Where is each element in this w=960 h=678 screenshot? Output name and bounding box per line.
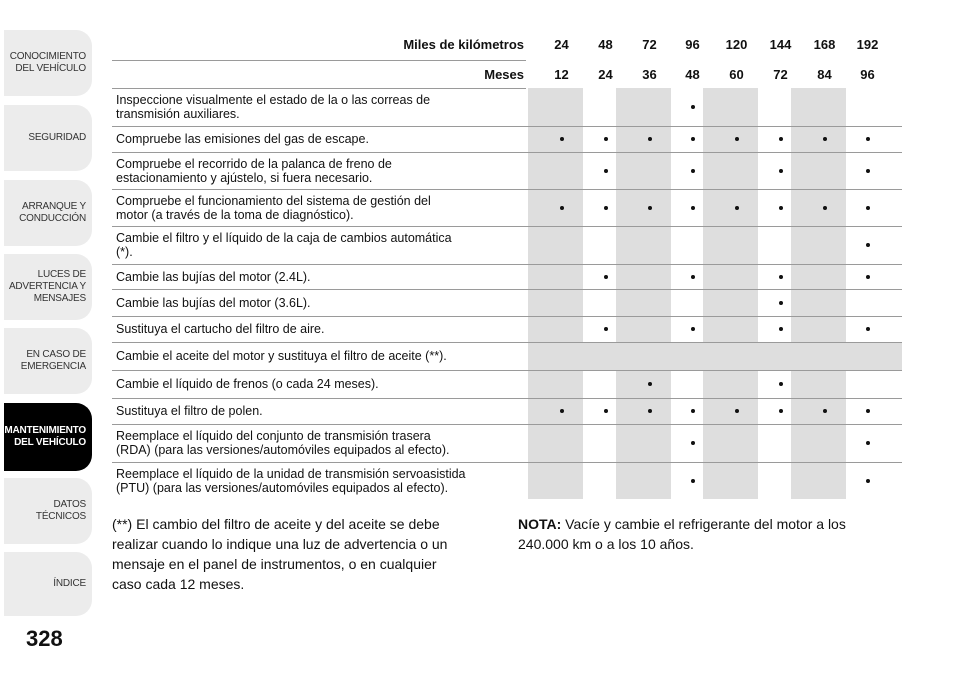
- table-row-text: estacionamiento y ajústelo, si fuera necesario.: [116, 170, 373, 185]
- months-header-value: 60: [729, 67, 744, 82]
- nota-label: NOTA:: [518, 516, 562, 532]
- tab-label: MENSAJES: [33, 293, 86, 304]
- shaded-column: [791, 88, 846, 499]
- table-row-text: (PTU) (para las versiones/automóviles equipados al efecto).: [116, 480, 449, 495]
- table-row-text: motor (a través de la toma de diagnóstico).: [116, 207, 354, 222]
- km-header-value: 48: [598, 37, 613, 52]
- table-row-label: [112, 316, 526, 342]
- months-header-value: 24: [598, 67, 613, 82]
- maintenance-mark-dot: [779, 169, 783, 173]
- maintenance-mark-dot: [779, 206, 783, 210]
- maintenance-mark-dot: [604, 409, 608, 413]
- footnote: [112, 514, 498, 594]
- table-row-text: Compruebe el recorrido de la palanca de freno de: [116, 156, 392, 171]
- footnote-line: mensaje en el panel de instrumentos, o en cualquier: [112, 556, 437, 572]
- maintenance-mark-dot: [735, 137, 739, 141]
- tab-seguridad[interactable]: [4, 105, 92, 171]
- maintenance-mark-dot: [691, 441, 695, 445]
- tab-label: CONOCIMIENTO: [9, 51, 86, 62]
- maintenance-mark-dot: [604, 275, 608, 279]
- km-header-value: 120: [725, 37, 748, 52]
- header-divider: [112, 60, 526, 61]
- km-header-value: 24: [554, 37, 569, 52]
- tab-label: DATOS: [53, 499, 86, 510]
- tab-en-caso-de-emergencia[interactable]: [4, 328, 92, 394]
- maintenance-mark-dot: [648, 206, 652, 210]
- footnote-line: (**) El cambio del filtro de aceite y del aceite se debe: [112, 516, 440, 532]
- table-row-label: [112, 189, 526, 226]
- months-header-value: 36: [642, 67, 657, 82]
- maintenance-mark-dot: [691, 409, 695, 413]
- maintenance-mark-dot: [866, 409, 870, 413]
- table-row-label: [112, 226, 526, 264]
- maintenance-mark-dot: [779, 301, 783, 305]
- shaded-column: [616, 88, 671, 499]
- months-header-label: Meses: [484, 67, 524, 82]
- km-header-value: 72: [642, 37, 657, 52]
- maintenance-mark-dot: [779, 275, 783, 279]
- maintenance-mark-dot: [691, 327, 695, 331]
- shaded-column: [528, 88, 583, 499]
- maintenance-mark-dot: [691, 275, 695, 279]
- table-row-text: Cambie el líquido de frenos (o cada 24 meses).: [116, 377, 379, 391]
- maintenance-mark-dot: [866, 275, 870, 279]
- table-row-label: [112, 424, 526, 462]
- nota-text: Vacíe y cambie el refrigerante del motor a los: [561, 516, 846, 532]
- table-row-label: [112, 264, 526, 289]
- table-row-text: Sustituya el filtro de polen.: [116, 404, 263, 418]
- tab-luces-de-advertencia[interactable]: [4, 254, 92, 320]
- months-header-value: 96: [860, 67, 875, 82]
- tab-label: EMERGENCIA: [20, 361, 86, 372]
- table-row-text: (*).: [116, 245, 133, 259]
- table-row-text: Cambie las bujías del motor (3.6L).: [116, 295, 311, 310]
- tab-label: ÍNDICE: [53, 578, 86, 589]
- tab-indice[interactable]: [4, 552, 92, 616]
- tab-label: TÉCNICOS: [35, 511, 86, 522]
- tab-label: EN CASO DE: [26, 349, 86, 360]
- table-row-text: Reemplace el líquido del conjunto de transmisión trasera: [116, 429, 431, 443]
- maintenance-mark-dot: [604, 327, 608, 331]
- tab-label: DEL VEHÍCULO: [14, 437, 86, 448]
- maintenance-mark-dot: [735, 206, 739, 210]
- shaded-column: [703, 88, 758, 499]
- tab-datos-tecnicos[interactable]: [4, 478, 92, 544]
- nota-text: 240.000 km o a los 10 años.: [518, 536, 694, 552]
- tab-label: ARRANQUE Y: [22, 201, 86, 212]
- tab-mantenimiento-del-vehiculo[interactable]: [4, 403, 92, 471]
- km-header-value: 144: [769, 37, 792, 52]
- km-header-value: 96: [685, 37, 700, 52]
- maintenance-mark-dot: [866, 137, 870, 141]
- km-header-value: 168: [813, 37, 836, 52]
- table-row-label: [112, 152, 526, 189]
- table-row-text: Compruebe el funcionamiento del sistema de gestión del: [116, 193, 431, 208]
- maintenance-mark-dot: [779, 327, 783, 331]
- footnote-line: caso cada 12 meses.: [112, 576, 245, 592]
- maintenance-mark-dot: [560, 206, 564, 210]
- nota: [518, 514, 908, 554]
- table-row-label: [112, 462, 526, 499]
- maintenance-mark-dot: [735, 409, 739, 413]
- table-row-text: Sustituya el cartucho del filtro de aire.: [116, 322, 325, 336]
- maintenance-mark-dot: [560, 409, 564, 413]
- tab-label: MANTENIMIENTO: [4, 425, 86, 436]
- tab-label: CONDUCCIÓN: [19, 213, 86, 224]
- tab-conocimiento-del-vehiculo[interactable]: [4, 30, 92, 96]
- km-header-value: 192: [856, 37, 879, 52]
- table-row-label: [112, 342, 526, 370]
- table-row-text: Cambie el filtro y el líquido de la caja de cambios automática: [116, 231, 452, 245]
- maintenance-mark-dot: [648, 409, 652, 413]
- table-row-label: [112, 88, 526, 126]
- table-row-text: Cambie las bujías del motor (2.4L).: [116, 269, 311, 284]
- table-row-label: [112, 398, 526, 424]
- tab-label: LUCES DE: [37, 269, 86, 280]
- maintenance-mark-dot: [604, 206, 608, 210]
- table-row-text: Reemplace el líquido de la unidad de transmisión servoasistida: [116, 466, 466, 481]
- months-header-value: 72: [773, 67, 788, 82]
- tab-arranque-y-conduccion[interactable]: [4, 180, 92, 246]
- page-number: 328: [26, 626, 63, 651]
- table-row-text: (RDA) (para las versiones/automóviles equipados al efecto).: [116, 443, 450, 457]
- maintenance-mark-dot: [823, 206, 827, 210]
- maintenance-mark-dot: [779, 137, 783, 141]
- maintenance-mark-dot: [648, 137, 652, 141]
- maintenance-mark-dot: [823, 137, 827, 141]
- maintenance-mark-dot: [823, 409, 827, 413]
- table-row-label: [112, 289, 526, 316]
- maintenance-mark-dot: [779, 409, 783, 413]
- maintenance-mark-dot: [691, 479, 695, 483]
- maintenance-mark-dot: [866, 206, 870, 210]
- shaded-row: [528, 343, 902, 370]
- table-row-text: Compruebe las emisiones del gas de escape.: [116, 132, 369, 146]
- table-row-text: Cambie el aceite del motor y sustituya el filtro de aceite (**).: [116, 349, 447, 363]
- maintenance-mark-dot: [691, 105, 695, 109]
- months-header-value: 84: [817, 67, 832, 82]
- maintenance-mark-dot: [866, 441, 870, 445]
- maintenance-mark-dot: [604, 137, 608, 141]
- maintenance-mark-dot: [691, 137, 695, 141]
- maintenance-mark-dot: [648, 382, 652, 386]
- table-row-text: Inspeccione visualmente el estado de la o las correas de: [116, 93, 431, 107]
- maintenance-mark-dot: [560, 137, 564, 141]
- maintenance-mark-dot: [691, 206, 695, 210]
- maintenance-mark-dot: [866, 327, 870, 331]
- table-row-label: [112, 126, 526, 152]
- maintenance-mark-dot: [691, 169, 695, 173]
- maintenance-mark-dot: [779, 382, 783, 386]
- km-header-label: Miles de kilómetros: [403, 37, 524, 52]
- months-header-value: 48: [685, 67, 700, 82]
- tab-label: ADVERTENCIA Y: [8, 281, 86, 292]
- months-header-value: 12: [554, 67, 569, 82]
- table-row-text: transmisión auxiliares.: [116, 107, 240, 121]
- table-row-label: [112, 370, 526, 398]
- tab-label: DEL VEHÍCULO: [15, 63, 86, 74]
- maintenance-mark-dot: [866, 243, 870, 247]
- maintenance-mark-dot: [866, 169, 870, 173]
- tab-label: SEGURIDAD: [28, 132, 86, 143]
- maintenance-mark-dot: [604, 169, 608, 173]
- maintenance-mark-dot: [866, 479, 870, 483]
- footnote-line: realizar cuando lo indique una luz de advertencia o un: [112, 536, 448, 552]
